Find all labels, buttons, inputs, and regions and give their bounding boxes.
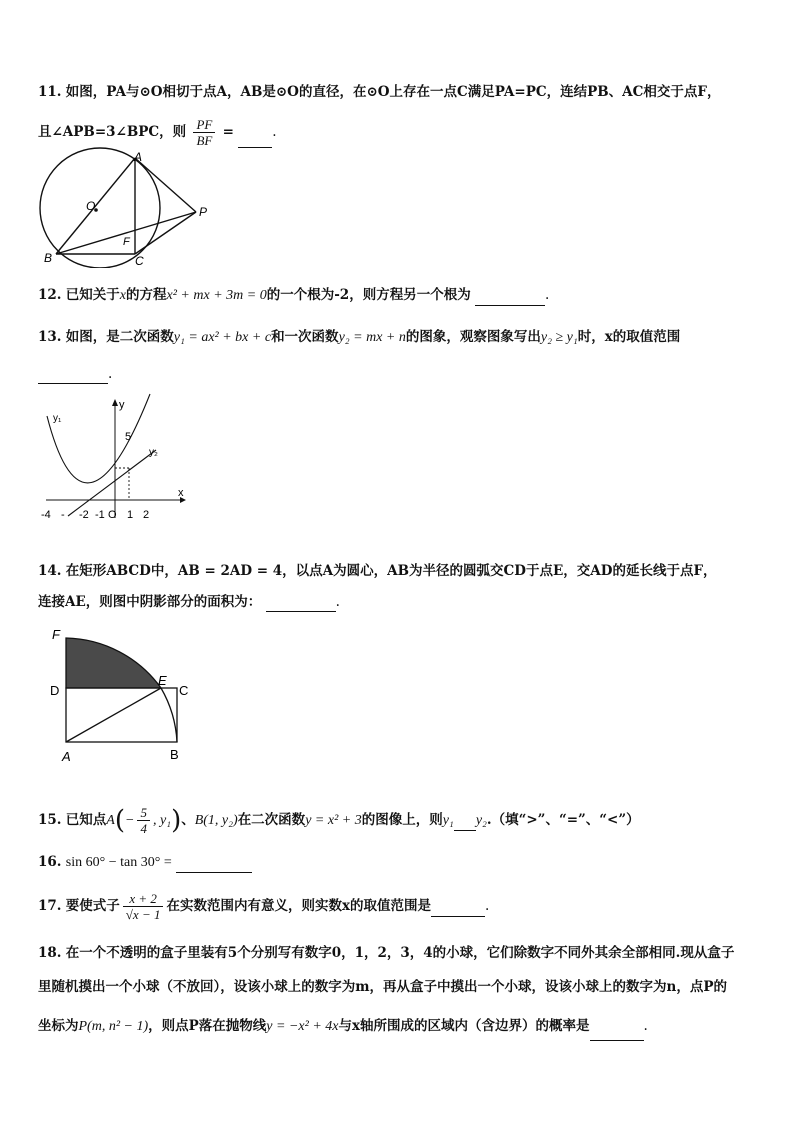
variable-x: x xyxy=(119,288,127,303)
question-11 xyxy=(38,82,762,102)
question-13 xyxy=(38,327,762,348)
question-15 xyxy=(38,802,762,838)
label-a: A xyxy=(62,749,71,764)
point-a-y: , y₁ xyxy=(152,813,172,828)
fraction-numerator: 5 xyxy=(137,805,150,821)
question-17 xyxy=(38,888,762,928)
question-13-line2 xyxy=(38,364,762,384)
question-text: 要使式子 xyxy=(65,898,120,914)
answer-blank[interactable] xyxy=(590,1026,644,1041)
question-text: 连接AE，则图中阴影部分的面积为： xyxy=(38,594,262,610)
y2: y₂ xyxy=(475,813,487,828)
parabola-equation: y = −x² + 4x xyxy=(266,1019,339,1034)
answer-blank[interactable] xyxy=(38,369,108,384)
question-18 xyxy=(38,943,762,963)
question-text: 的图象，观察图象写出 xyxy=(405,329,541,345)
question-12 xyxy=(38,285,762,306)
fraction-denominator: 4 xyxy=(140,821,147,836)
segment-pc xyxy=(135,212,196,254)
segment-ae xyxy=(66,688,161,742)
equation: x² + mx + 3m = 0 xyxy=(166,288,267,303)
function-graph xyxy=(38,392,198,524)
fraction-5-4 xyxy=(137,805,150,836)
question-16 xyxy=(38,852,762,873)
y1: y₁ xyxy=(442,813,454,828)
fraction-numerator: PF xyxy=(193,117,215,133)
question-number: 15. xyxy=(38,812,62,828)
y-axis-arrow xyxy=(112,399,118,406)
equals-sign: = xyxy=(222,124,234,140)
question-text: 的图像上，则 xyxy=(361,812,443,828)
tick-label: - xyxy=(61,509,65,521)
period: . xyxy=(485,898,490,914)
rectangle-arc-figure xyxy=(44,625,194,765)
question-number: 11. xyxy=(38,84,62,100)
minus-sign: − xyxy=(125,813,135,828)
question-text: 在实数范围内有意义，则实数x的取值范围是 xyxy=(166,898,432,914)
question-number: 17. xyxy=(38,898,62,914)
question-number: 14. xyxy=(38,563,62,579)
equation-y2: y₂ = mx + n xyxy=(338,330,406,345)
label-c: C xyxy=(179,683,189,698)
question-text: 坐标为 xyxy=(38,1018,79,1034)
question-14-line2 xyxy=(38,592,762,612)
question-text: 已知关于 xyxy=(65,287,120,303)
point-p-coordinates: P(m, n² − 1) xyxy=(78,1019,149,1034)
period: . xyxy=(545,287,550,303)
period: . xyxy=(108,366,113,382)
paren-close: ) xyxy=(171,805,182,836)
point-a: A xyxy=(106,813,115,828)
circle-tangent-figure xyxy=(28,144,218,268)
question-number: 13. xyxy=(38,329,62,345)
label-o: O xyxy=(86,199,96,213)
question-text: 如图，PA与⊙O相切于点A，AB是⊙O的直径，在⊙O上存在一点C满足PA=PC，连结PB、AC相交于点F， xyxy=(65,84,721,100)
label-y1: y₁ xyxy=(53,413,62,424)
arc-eb xyxy=(161,688,177,742)
equation: y = x² + 3 xyxy=(305,813,362,828)
tick-label: -4 xyxy=(41,509,51,521)
period: . xyxy=(643,1018,648,1034)
question-text: 在一个不透明的盒子里装有5个分别写有数字0，1，2，3，4的小球，它们除数字不同外其余全部相同.现从盒子 xyxy=(65,945,735,961)
question-text: 已知点 xyxy=(65,812,107,828)
line-y2 xyxy=(68,450,156,516)
question-text: 的一个根为-2，则方程另一个根为 xyxy=(266,287,471,303)
separator: 、 xyxy=(181,812,195,828)
point-b: B(1, y₂) xyxy=(194,813,238,828)
question-text: 时，x的取值范围 xyxy=(577,329,681,345)
inequality: y₂ ≥ y₁ xyxy=(540,330,578,345)
label-a: A xyxy=(134,150,143,164)
tangent-pa xyxy=(135,158,196,212)
question-text: .（填“>”、“=”、“<”） xyxy=(486,812,640,828)
label-p: P xyxy=(199,205,208,219)
label-y2: y₂ xyxy=(149,447,158,458)
answer-blank[interactable] xyxy=(238,133,272,148)
question-number: 16. xyxy=(38,854,62,870)
tick-label: -2 xyxy=(79,509,89,521)
answer-blank[interactable] xyxy=(475,291,545,306)
label-y-axis: y xyxy=(119,399,125,411)
fraction-expression xyxy=(123,891,164,922)
expression: sin 60° − tan 30° = xyxy=(65,855,172,870)
question-18-line2 xyxy=(38,977,762,997)
paren-open: ( xyxy=(114,805,126,836)
question-text: 里随机摸出一个小球（不放回），设该小球上的数字为m，再从盒子中摸出一个小球，设该小球上的数字为n，点P的 xyxy=(38,979,727,995)
label-f: F xyxy=(123,236,130,248)
question-text: 与x轴所围成的区域内（含边界）的概率是 xyxy=(338,1018,590,1034)
tick-label: -1 xyxy=(95,509,105,521)
question-text: 和一次函数 xyxy=(271,329,339,345)
answer-blank[interactable] xyxy=(176,858,252,873)
parabola-y1 xyxy=(47,394,150,483)
fraction-denominator: √x − 1 xyxy=(125,907,161,922)
question-text: 在二次函数 xyxy=(237,812,306,828)
question-text: 且∠APB=3∠BPC，则 xyxy=(38,124,187,140)
fraction-numerator: x + 2 xyxy=(123,891,164,907)
label-f: F xyxy=(52,627,60,642)
question-18-line3 xyxy=(38,1012,762,1041)
label-d: D xyxy=(50,683,60,698)
question-number: 12. xyxy=(38,287,62,303)
tick-label: 2 xyxy=(143,509,150,521)
rectangle-abcd xyxy=(66,688,177,742)
tick-label: 1 xyxy=(127,509,134,521)
question-14 xyxy=(38,561,762,581)
label-x-axis: x xyxy=(178,487,184,499)
tick-label: O xyxy=(108,509,117,521)
period: . xyxy=(335,594,340,610)
fraction-denominator: BF xyxy=(196,133,213,148)
answer-blank[interactable] xyxy=(431,896,485,917)
shaded-region xyxy=(66,638,161,688)
answer-blank[interactable] xyxy=(454,810,476,831)
question-text: 的方程 xyxy=(126,287,167,303)
period: . xyxy=(272,124,277,140)
label-b: B xyxy=(170,747,179,762)
label-e: E xyxy=(158,673,167,688)
question-number: 18. xyxy=(38,945,62,961)
label-c: C xyxy=(135,254,144,268)
equation-y1: y₁ = ax² + bx + c xyxy=(173,330,272,345)
question-text: 如图，是二次函数 xyxy=(65,329,174,345)
label-b: B xyxy=(44,251,53,265)
question-text: 在矩形ABCD中，AB = 2AD = 4，以点A为圆心，AB为半径的圆弧交CD于点E，交AD的延长线于点F， xyxy=(65,563,717,579)
answer-blank[interactable] xyxy=(266,597,336,612)
tick-label-5: 5 xyxy=(125,431,132,443)
question-text: ，则点P落在抛物线 xyxy=(148,1018,267,1034)
